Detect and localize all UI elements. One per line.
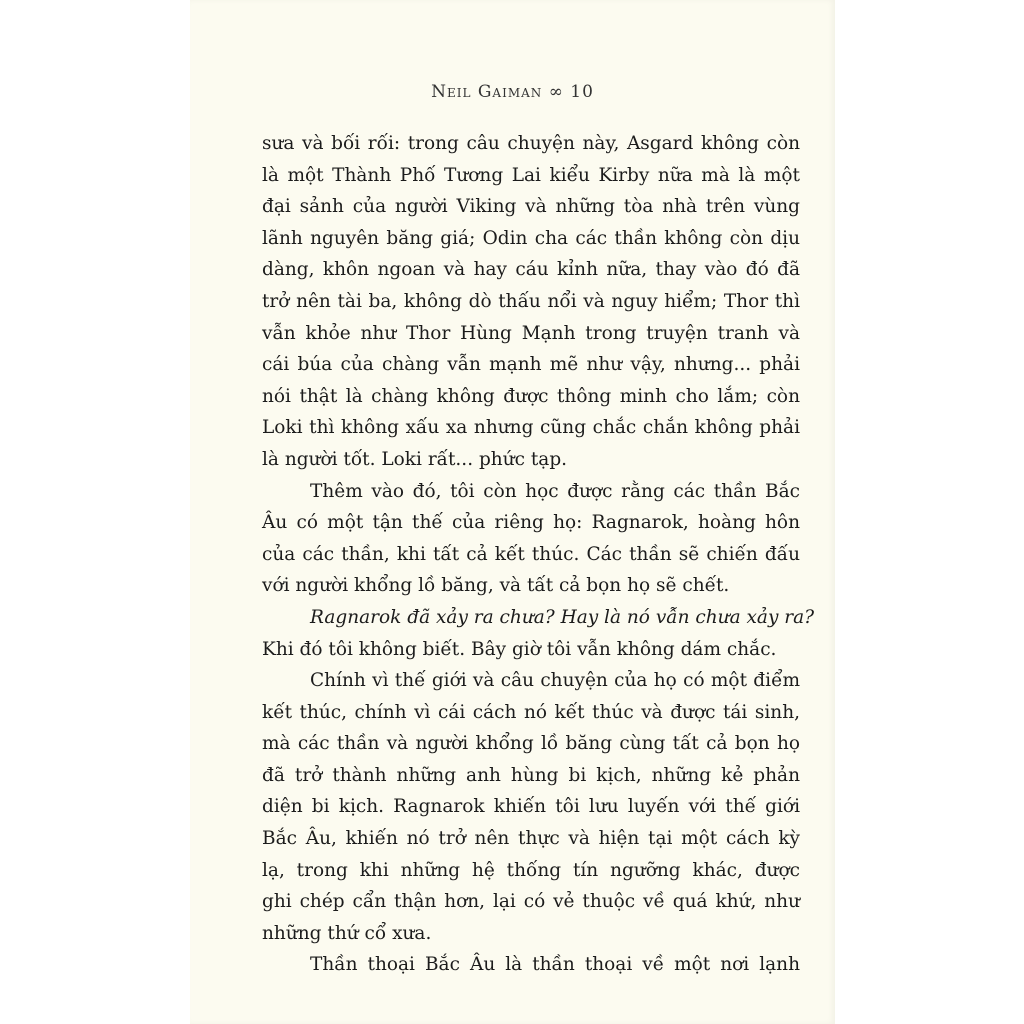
text-line: mà các thần và người khổng lồ băng cùng tất cả bọn họ [262,733,800,755]
text-line: đại sảnh của người Viking và những tòa nhà trên vùng [262,196,800,218]
text-line: là một Thành Phố Tương Lai kiểu Kirby nữa mà là một [262,164,800,186]
text-line: lạ, trong khi những hệ thống tín ngưỡng khác, được [262,859,800,881]
text-line: những thứ cổ xưa. [262,922,432,944]
text-line: với người khổng lồ băng, và tất cả bọn họ sẽ chết. [262,575,730,597]
header-author: Neil Gaiman [431,82,543,102]
paragraph-start: Thần thoại Bắc Âu là thần thoại về một nơi lạnh [310,954,800,976]
text-line: đã trở thành những anh hùng bi kịch, những kẻ phản [262,764,800,786]
book-page [190,0,835,1024]
text-line: nói thật là chàng không được thông minh cho lắm; còn [262,385,800,407]
body-text [262,128,815,981]
text-line: của các thần, khi tất cả kết thúc. Các thần sẽ chiến đấu [262,543,800,565]
text-line: dàng, khôn ngoan và hay cáu kỉnh nữa, thay vào đó đã [262,259,800,281]
header-separator: ∞ [548,82,564,102]
italic-paragraph: Ragnarok đã xảy ra chưa? Hay là nó vẫn chưa xảy ra? [310,606,815,628]
text-line: cái búa của chàng vẫn mạnh mẽ như vậy, nhưng... phải [262,354,800,376]
text-line: trở nên tài ba, không dò thấu nổi và nguy hiểm; Thor thì [262,290,800,312]
paragraph-start: Thêm vào đó, tôi còn học được rằng các thần Bắc [310,480,800,502]
paragraph-start: Chính vì thế giới và câu chuyện của họ có một điểm [310,670,800,692]
text-line: Khi đó tôi không biết. Bây giờ tôi vẫn không dám chắc. [262,638,777,660]
text-line: diện bi kịch. Ragnarok khiến tôi lưu luyến với thế giới [262,796,800,818]
text-line: Âu có một tận thế của riêng họ: Ragnarok, hoàng hôn [262,512,800,534]
header-page-number: 10 [570,82,594,102]
text-line: là người tốt. Loki rất... phức tạp. [262,448,568,470]
text-line: Bắc Âu, khiến nó trở nên thực và hiện tại một cách kỳ [262,828,800,850]
text-line: kết thúc, chính vì cái cách nó kết thúc và được tái sinh, [262,701,800,723]
text-line: lãnh nguyên băng giá; Odin cha các thần không còn dịu [262,227,800,249]
text-line: vẫn khỏe như Thor Hùng Mạnh trong truyện tranh và [262,322,800,344]
running-header [190,82,835,102]
text-line: ghi chép cẩn thận hơn, lại có vẻ thuộc về quá khứ, như [262,891,800,913]
text-line: sưa và bối rối: trong câu chuyện này, Asgard không còn [262,133,800,154]
text-line: Loki thì không xấu xa nhưng cũng chắc chắn không phải [262,417,800,439]
